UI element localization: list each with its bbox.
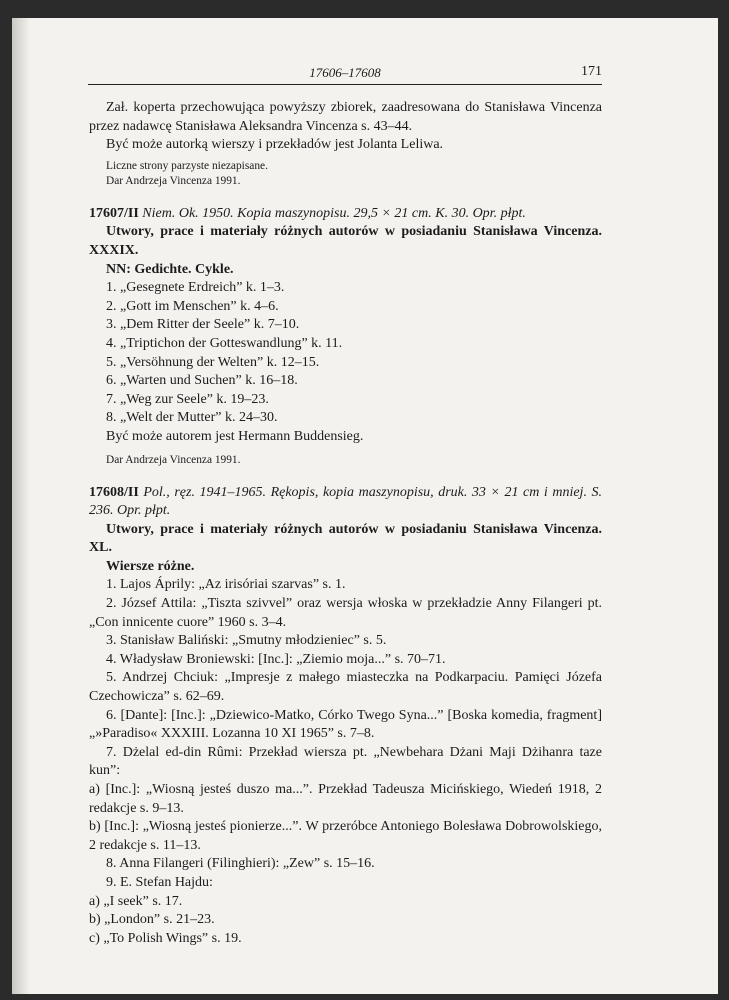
entry-17607-title: Utwory, prace i materiały różnych autorów w posiadaniu Stanisława Vincenza. XXXIX. xyxy=(89,224,602,258)
intro-attachment-note: Zał. koperta przechowująca powyższy zbiorek, zaadresowana do Stanisława Vincenza przez nadawcę Stanisława Aleksandra Vincenza s. 43–44. xyxy=(89,100,602,134)
entry-17607-item: 5. „Versöhnung der Welten” k. 12–15. xyxy=(106,354,320,370)
entry-17608-item: 5. Andrzej Chciuk: „Impresje z małego miasteczka na Podkarpaciu. Pamięci Józefa Czechowicza” s. 62–69. xyxy=(89,670,602,705)
entry-17607-item: 6. „Warten und Suchen” k. 16–18. xyxy=(106,373,298,389)
entry-17608-item: 1. Lajos Áprily: „Az irisóriai szarvas” s. 1. xyxy=(106,577,346,593)
entry-17608-subitem: c) „To Polish Wings” s. 19. xyxy=(89,930,242,946)
entry-17607-heading xyxy=(89,205,602,224)
page-number: 171 xyxy=(581,64,602,79)
entry-17608-item: 9. E. Stefan Hajdu: xyxy=(106,874,213,890)
entry-17607-item: 1. „Gesegnete Erdreich” k. 1–3. xyxy=(106,280,285,296)
entry-17608-title: Utwory, prace i materiały różnych autorów w posiadaniu Stanisława Vincenza. XL. xyxy=(89,521,602,556)
entry-17608-item: 4. Władysław Broniewski: [Inc.]: „Ziemio moja...” s. 70–71. xyxy=(106,651,446,667)
intro-author-note: Być może autorką wierszy i przekładów jest Jolanta Leliwa. xyxy=(106,137,444,153)
entry-17608-meta: Pol., ręz. 1941–1965. Rękopis, kopia maszynopisu, druk. 33 × 21 cm i mniej. S. 236. Opr. płpt. xyxy=(89,484,602,519)
entry-17607-author-note: Być może autorem jest Hermann Buddensieg. xyxy=(106,428,364,444)
running-title: 17606–17608 xyxy=(309,65,381,80)
entry-17608-item: 8. Anna Filangeri (Filinghieri): „Zew” s. 15–16. xyxy=(106,856,375,872)
page-content xyxy=(89,99,602,948)
entry-17608-item: 3. Stanisław Baliński: „Smutny młodzieniec” s. 5. xyxy=(106,633,387,649)
book-page xyxy=(12,18,718,994)
intro-pages-note: Liczne strony parzyste niezapisane. xyxy=(106,159,268,172)
entry-17607-item: 2. „Gott im Menschen” k. 4–6. xyxy=(106,298,279,314)
entry-17607-item: 4. „Triptichon der Gotteswandlung” k. 11. xyxy=(106,335,343,351)
entry-17607-subtitle: NN: Gedichte. Cykle. xyxy=(106,261,234,277)
entry-17607-item: 3. „Dem Ritter der Seele” k. 7–10. xyxy=(106,317,300,333)
intro-donation-note: Dar Andrzeja Vincenza 1991. xyxy=(106,174,241,187)
page-header xyxy=(88,62,602,85)
entry-17608-item: 7. Dżelal ed-din Rûmi: Przekład wiersza pt. „Newbehara Dżani Maji Dżihanra taze kun”: xyxy=(89,744,602,779)
entry-17608-item: 6. [Dante]: [Inc.]: „Dziewico-Matko, Córko Twego Syna...” [Boska komedia, fragment] „»Paradiso« XXXIII. Lozanna 10 XI 1965” s. 7–8. xyxy=(89,707,602,742)
entry-17608-heading xyxy=(89,484,602,521)
entry-17608-subitem: b) [Inc.]: „Wiosną jesteś pionierze...”. W przeróbce Antoniego Bolesława Dobrowolskiego, 2 redakcje s. 11–13. xyxy=(89,819,602,853)
page-gutter-shadow xyxy=(12,18,30,994)
entry-17608-subtitle: Wiersze różne. xyxy=(106,558,195,574)
entry-17608-id: 17608/II xyxy=(89,484,139,500)
entry-17607-item: 8. „Welt der Mutter” k. 24–30. xyxy=(106,410,278,426)
entry-17607-donation: Dar Andrzeja Vincenza 1991. xyxy=(106,453,241,466)
entry-17608-item: 2. József Attila: „Tiszta szivvel” oraz wersja włoska w przekładzie Anny Filangeri pt. „Con innicente cuore” 1960 s. 3–4. xyxy=(89,596,602,630)
entry-17608-subitem: a) [Inc.]: „Wiosną jesteś duszo ma...”. Przekład Tadeusza Micińskiego, Wiedeń 1918, 2 redakcje s. 9–13. xyxy=(89,782,602,816)
entry-17607-item: 7. „Weg zur Seele” k. 19–23. xyxy=(106,391,269,407)
entry-17607-meta: Niem. Ok. 1950. Kopia maszynopisu. 29,5 × 21 cm. K. 30. Opr. płpt. xyxy=(142,205,526,221)
entry-17608-subitem: b) „London” s. 21–23. xyxy=(89,912,215,928)
entry-17608-subitem: a) „I seek” s. 17. xyxy=(89,893,183,909)
entry-17607-id: 17607/II xyxy=(89,205,139,221)
